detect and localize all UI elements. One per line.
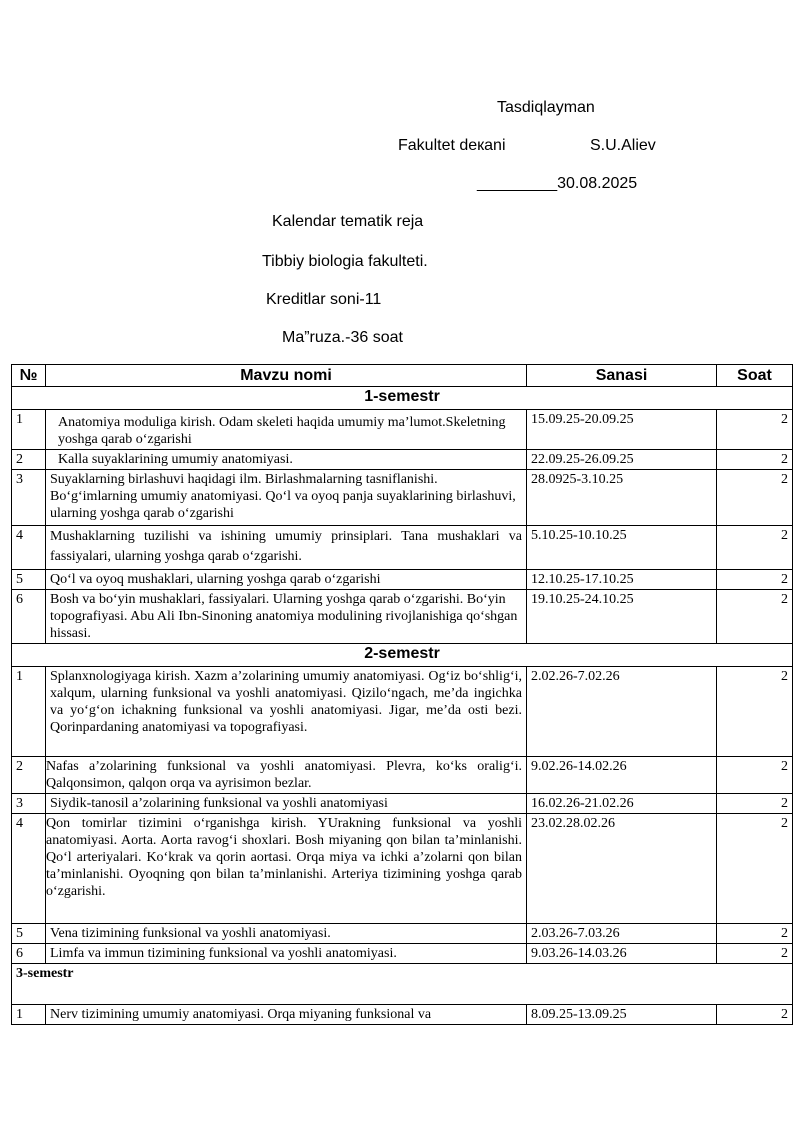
row-topic: Kalla suyaklarining umumiy anatomiyasi. [46,450,527,470]
row-date: 16.02.26-21.02.26 [527,794,717,814]
row-date: 12.10.25-17.10.25 [527,570,717,590]
row-hours: 2 [717,410,793,450]
row-hours: 2 [717,944,793,964]
calendar-plan-table [11,364,793,1025]
row-topic: Anatomiya moduliga kirish. Odam skeleti haqida umumiy ma’lumot.Skeletning yoshga qarab o‘zgarishi [46,410,527,450]
row-date: 2.02.26-7.02.26 [527,667,717,757]
row-topic: Mushaklarning tuzilishi va ishining umumiy prinsiplari. Tana mushaklari va fassiyalari, ularning yoshga qarab o‘zgarishi. [46,526,527,570]
column-header-number: № [12,365,46,387]
row-topic: Splanxnologiyaga kirish. Xazm a’zolarining umumiy anatomiyasi. Og‘iz bo‘shlig‘i, xalqum, ularning funksional va yoshli anatomiyasi. Qizilo‘ngach, me’da ingichka va yo‘g‘on ichakning funksional va yoshli anatomiyasi. Jigar, me’da osti bezi. Qorinpardaning anatomiyasi va topografiyasi. [46,667,527,757]
table-row [12,667,793,757]
row-number: 1 [12,410,46,450]
table-row [12,470,793,526]
row-hours: 2 [717,1005,793,1025]
row-topic: Vena tizimining funksional va yoshli anatomiyasi. [46,924,527,944]
table-row [12,757,793,794]
row-topic: Suyaklarning birlashuvi haqidagi ilm. Birlashmalarning tasniflanishi. Bo‘g‘imlarning umumiy anatomiyasi. Qo‘l va oyoq panja suyaklarining birlashuvi, ularning yoshga qarab o‘zgarishi [46,470,527,526]
row-hours: 2 [717,667,793,757]
row-number: 5 [12,924,46,944]
row-date: 2.03.26-7.03.26 [527,924,717,944]
table-row [12,590,793,644]
row-topic: Bosh va bo‘yin mushaklari, fassiyalari. Ularning yoshga qarab o‘zgarishi. Bo‘yin topografiyasi. Abu Ali Ibn-Sinoning anatomiya modulining rivojlanishiga qo‘shgan hissasi. [46,590,527,644]
semester-title: 3-semestr [12,964,793,1005]
table-row [12,570,793,590]
row-date: 19.10.25-24.10.25 [527,590,717,644]
row-date: 15.09.25-20.09.25 [527,410,717,450]
row-topic: Qon tomirlar tizimini o‘rganishga kirish. YUrakning funksional va yoshli anatomiyasi. Aorta. Aorta ravog‘i shoxlari. Bosh miyaning qon bilan ta’minlanishi. Qo‘l arteriyalari. Ko‘krak va qorin aortasi. Orqa miya va ichki a’zolarni qon bilan ta’minlanishi. Oyoqning qon bilan ta’minlanishi. Arteriya tizimining yoshga qarab o‘zgarishi. [46,814,527,924]
row-number: 1 [12,667,46,757]
row-number: 4 [12,814,46,924]
approval-label: Tasdiqlayman [497,99,595,116]
row-number: 6 [12,590,46,644]
semester-row [12,964,793,1005]
lecture-hours: Ma”ruza.-36 soat [282,329,403,346]
table-row [12,410,793,450]
column-header-date: Sanasi [527,365,717,387]
table-row [12,450,793,470]
row-hours: 2 [717,757,793,794]
row-hours: 2 [717,814,793,924]
semester-title: 2-semestr [12,644,793,667]
row-number: 4 [12,526,46,570]
row-number: 1 [12,1005,46,1025]
credits-count: Kreditlar soni-11 [266,291,382,308]
table-row [12,814,793,924]
column-header-topic: Mavzu nomi [46,365,527,387]
row-date: 23.02.28.02.26 [527,814,717,924]
row-number: 2 [12,757,46,794]
row-hours: 2 [717,470,793,526]
faculty-name: Tibbiy biologia fakulteti. [262,253,428,270]
table-row [12,944,793,964]
row-number: 6 [12,944,46,964]
semester-2-body [12,644,793,964]
row-hours: 2 [717,570,793,590]
row-hours: 2 [717,526,793,570]
row-topic: Limfa va immun tizimining funksional va yoshli anatomiyasi. [46,944,527,964]
page-title: Kalendar tematik reja [272,213,424,230]
dean-label: Fakultet dекani [398,137,506,154]
row-hours: 2 [717,590,793,644]
row-topic: Qo‘l va oyoq mushaklari, ularning yoshga qarab o‘zgarishi [46,570,527,590]
table-row [12,924,793,944]
table-header-row [12,365,793,387]
row-date: 9.02.26-14.02.26 [527,757,717,794]
row-number: 3 [12,470,46,526]
semester-3-body [12,964,793,1025]
row-hours: 2 [717,794,793,814]
row-topic: Nerv tizimining umumiy anatomiyasi. Orqa miyaning funksional va [46,1005,527,1025]
row-date: 8.09.25-13.09.25 [527,1005,717,1025]
row-topic: Siydik-tanosil a’zolarining funksional va yoshli anatomiyasi [46,794,527,814]
table-row [12,526,793,570]
row-hours: 2 [717,924,793,944]
row-number: 2 [12,450,46,470]
row-date: 9.03.26-14.03.26 [527,944,717,964]
row-topic: Nafas a’zolarining funksional va yoshli anatomiyasi. Plevra, ko‘ks oralig‘i. Qalqonsimon, qalqon orqa va ayrisimon bezlar. [46,757,527,794]
semester-title: 1-semestr [12,387,793,410]
dean-name: S.U.Aliev [590,137,656,154]
row-number: 5 [12,570,46,590]
table-row [12,1005,793,1025]
row-number: 3 [12,794,46,814]
row-date: 22.09.25-26.09.25 [527,450,717,470]
table-row [12,794,793,814]
column-header-hours: Soat [717,365,793,387]
approval-date: _________30.08.2025 [477,175,638,192]
semester-row [12,387,793,410]
row-date: 5.10.25-10.10.25 [527,526,717,570]
semester-row [12,644,793,667]
row-date: 28.0925-3.10.25 [527,470,717,526]
semester-1-body [12,387,793,644]
row-hours: 2 [717,450,793,470]
